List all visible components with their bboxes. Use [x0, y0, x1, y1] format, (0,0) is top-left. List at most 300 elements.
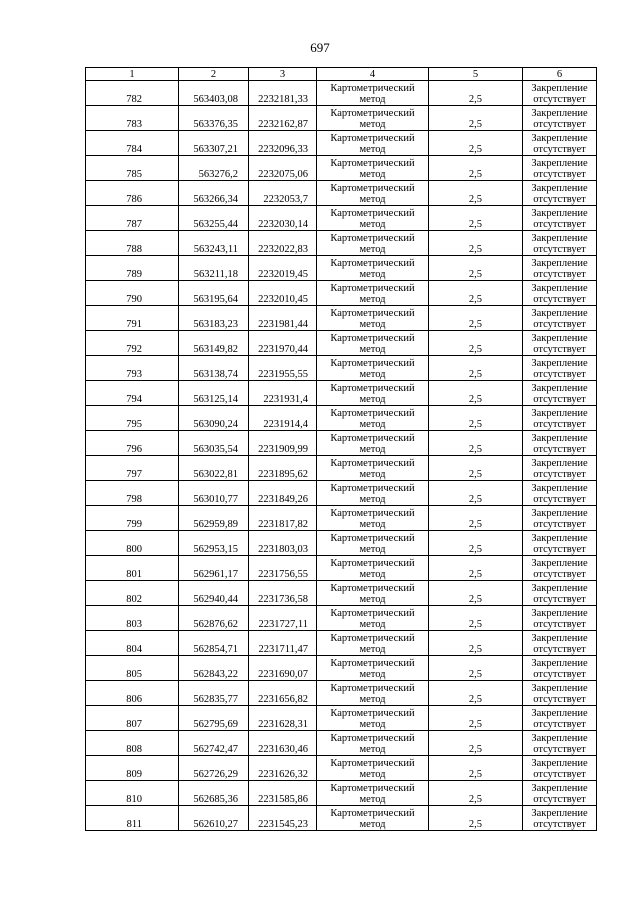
- method-cell: [317, 406, 429, 431]
- method-cell-line: Картометрический: [330, 633, 415, 644]
- fixing-cell-line: отсутствует: [533, 294, 586, 305]
- accuracy-value: 2,5: [429, 631, 523, 656]
- method-cell-line: метод: [359, 169, 386, 180]
- coordinate-x: 562835,77: [179, 681, 249, 706]
- point-number: 788: [86, 231, 179, 256]
- fixing-cell: [523, 706, 597, 731]
- fixing-cell-line: отсутствует: [533, 669, 586, 680]
- fixing-cell-line: Закрепление: [531, 308, 588, 319]
- accuracy-value: 2,5: [429, 256, 523, 281]
- coordinate-y: 2231756,55: [249, 556, 317, 581]
- fixing-cell-line: Закрепление: [531, 508, 588, 519]
- method-cell-line: Картометрический: [330, 808, 415, 819]
- point-number: 797: [86, 456, 179, 481]
- accuracy-value: 2,5: [429, 806, 523, 831]
- table-row: [86, 81, 597, 106]
- fixing-cell-line: отсутствует: [533, 194, 586, 205]
- column-header: 1: [86, 68, 179, 81]
- fixing-cell: [523, 581, 597, 606]
- table-row: [86, 806, 597, 831]
- method-cell-line: метод: [359, 744, 386, 755]
- method-cell-line: метод: [359, 294, 386, 305]
- method-cell: [317, 381, 429, 406]
- coordinate-y: 2231727,11: [249, 606, 317, 631]
- method-cell-line: Картометрический: [330, 158, 415, 169]
- table-row: [86, 706, 597, 731]
- column-header: 6: [523, 68, 597, 81]
- accuracy-value: 2,5: [429, 81, 523, 106]
- method-cell-line: метод: [359, 694, 386, 705]
- method-cell-line: метод: [359, 94, 386, 105]
- method-cell: [317, 606, 429, 631]
- method-cell: [317, 131, 429, 156]
- fixing-cell: [523, 731, 597, 756]
- method-cell: [317, 256, 429, 281]
- method-cell-line: Картометрический: [330, 283, 415, 294]
- table-row: [86, 431, 597, 456]
- coordinates-table: [85, 67, 597, 831]
- fixing-cell-line: Закрепление: [531, 383, 588, 394]
- fixing-cell: [523, 281, 597, 306]
- fixing-cell-line: Закрепление: [531, 583, 588, 594]
- coordinate-y: 2231817,82: [249, 506, 317, 531]
- fixing-cell-line: отсутствует: [533, 244, 586, 255]
- method-cell-line: Картометрический: [330, 333, 415, 344]
- method-cell-line: метод: [359, 494, 386, 505]
- fixing-cell-line: отсутствует: [533, 344, 586, 355]
- fixing-cell-line: отсутствует: [533, 469, 586, 480]
- accuracy-value: 2,5: [429, 706, 523, 731]
- coordinate-y: 2232162,87: [249, 106, 317, 131]
- fixing-cell: [523, 231, 597, 256]
- coordinate-y: 2232181,33: [249, 81, 317, 106]
- point-number: 792: [86, 331, 179, 356]
- coordinate-y: 2231585,86: [249, 781, 317, 806]
- accuracy-value: 2,5: [429, 106, 523, 131]
- method-cell-line: метод: [359, 219, 386, 230]
- method-cell-line: метод: [359, 544, 386, 555]
- accuracy-value: 2,5: [429, 456, 523, 481]
- table-row: [86, 556, 597, 581]
- fixing-cell-line: Закрепление: [531, 233, 588, 244]
- coordinate-y: 2231909,99: [249, 431, 317, 456]
- method-cell-line: метод: [359, 794, 386, 805]
- fixing-cell-line: Закрепление: [531, 208, 588, 219]
- table-row: [86, 631, 597, 656]
- method-cell-line: метод: [359, 569, 386, 580]
- point-number: 791: [86, 306, 179, 331]
- table-row: [86, 606, 597, 631]
- accuracy-value: 2,5: [429, 481, 523, 506]
- accuracy-value: 2,5: [429, 331, 523, 356]
- method-cell-line: Картометрический: [330, 308, 415, 319]
- method-cell-line: Картометрический: [330, 433, 415, 444]
- method-cell-line: Картометрический: [330, 83, 415, 94]
- method-cell: [317, 306, 429, 331]
- coordinate-y: 2231711,47: [249, 631, 317, 656]
- fixing-cell-line: отсутствует: [533, 644, 586, 655]
- column-header: 2: [179, 68, 249, 81]
- point-number: 807: [86, 706, 179, 731]
- fixing-cell: [523, 181, 597, 206]
- point-number: 790: [86, 281, 179, 306]
- point-number: 794: [86, 381, 179, 406]
- accuracy-value: 2,5: [429, 181, 523, 206]
- table-row: [86, 531, 597, 556]
- table-row: [86, 656, 597, 681]
- fixing-cell-line: отсутствует: [533, 819, 586, 830]
- coordinate-y: 2231895,62: [249, 456, 317, 481]
- fixing-cell-line: Закрепление: [531, 458, 588, 469]
- method-cell-line: метод: [359, 144, 386, 155]
- coordinate-x: 563090,24: [179, 406, 249, 431]
- coordinate-y: 2231628,31: [249, 706, 317, 731]
- fixing-cell: [523, 631, 597, 656]
- accuracy-value: 2,5: [429, 581, 523, 606]
- table-row: [86, 781, 597, 806]
- point-number: 786: [86, 181, 179, 206]
- table-row: [86, 681, 597, 706]
- coordinate-y: 2231690,07: [249, 656, 317, 681]
- accuracy-value: 2,5: [429, 206, 523, 231]
- method-cell-line: метод: [359, 819, 386, 830]
- fixing-cell-line: Закрепление: [531, 158, 588, 169]
- coordinate-y: 2231931,4: [249, 381, 317, 406]
- fixing-cell-line: отсутствует: [533, 394, 586, 405]
- accuracy-value: 2,5: [429, 281, 523, 306]
- method-cell-line: Картометрический: [330, 358, 415, 369]
- method-cell-line: метод: [359, 519, 386, 530]
- point-number: 799: [86, 506, 179, 531]
- coordinate-x: 562795,69: [179, 706, 249, 731]
- coordinate-x: 563138,74: [179, 356, 249, 381]
- table-header-row: [86, 68, 597, 81]
- table-row: [86, 731, 597, 756]
- point-number: 784: [86, 131, 179, 156]
- fixing-cell: [523, 81, 597, 106]
- fixing-cell-line: Закрепление: [531, 733, 588, 744]
- method-cell: [317, 331, 429, 356]
- fixing-cell: [523, 806, 597, 831]
- table-row: [86, 481, 597, 506]
- fixing-cell-line: Закрепление: [531, 183, 588, 194]
- point-number: 808: [86, 731, 179, 756]
- fixing-cell: [523, 556, 597, 581]
- coordinate-y: 2232019,45: [249, 256, 317, 281]
- coordinate-x: 563403,08: [179, 81, 249, 106]
- fixing-cell: [523, 406, 597, 431]
- accuracy-value: 2,5: [429, 656, 523, 681]
- coordinate-x: 563022,81: [179, 456, 249, 481]
- method-cell-line: Картометрический: [330, 183, 415, 194]
- accuracy-value: 2,5: [429, 606, 523, 631]
- method-cell-line: метод: [359, 619, 386, 630]
- table-row: [86, 381, 597, 406]
- method-cell-line: метод: [359, 269, 386, 280]
- method-cell-line: Картометрический: [330, 133, 415, 144]
- table-row: [86, 331, 597, 356]
- fixing-cell-line: Закрепление: [531, 608, 588, 619]
- method-cell-line: метод: [359, 244, 386, 255]
- coordinate-x: 563243,11: [179, 231, 249, 256]
- fixing-cell: [523, 481, 597, 506]
- coordinate-x: 562843,22: [179, 656, 249, 681]
- table-row: [86, 506, 597, 531]
- point-number: 785: [86, 156, 179, 181]
- fixing-cell: [523, 156, 597, 181]
- page-number: 697: [310, 40, 330, 55]
- fixing-cell-line: Закрепление: [531, 83, 588, 94]
- fixing-cell-line: Закрепление: [531, 108, 588, 119]
- table-row: [86, 256, 597, 281]
- table-row: [86, 131, 597, 156]
- point-number: 811: [86, 806, 179, 831]
- method-cell-line: Картометрический: [330, 383, 415, 394]
- fixing-cell-line: отсутствует: [533, 269, 586, 280]
- method-cell-line: Картометрический: [330, 608, 415, 619]
- fixing-cell-line: Закрепление: [531, 483, 588, 494]
- coordinate-x: 562940,44: [179, 581, 249, 606]
- method-cell-line: метод: [359, 769, 386, 780]
- table-row: [86, 581, 597, 606]
- fixing-cell-line: отсутствует: [533, 94, 586, 105]
- fixing-cell: [523, 756, 597, 781]
- table-row: [86, 181, 597, 206]
- fixing-cell-line: отсутствует: [533, 119, 586, 130]
- coordinate-x: 563211,18: [179, 256, 249, 281]
- method-cell: [317, 681, 429, 706]
- method-cell-line: Картометрический: [330, 583, 415, 594]
- fixing-cell-line: Закрепление: [531, 433, 588, 444]
- fixing-cell: [523, 206, 597, 231]
- table-row: [86, 406, 597, 431]
- coordinate-x: 563010,77: [179, 481, 249, 506]
- method-cell: [317, 631, 429, 656]
- coordinate-y: 2231981,44: [249, 306, 317, 331]
- accuracy-value: 2,5: [429, 681, 523, 706]
- coordinate-x: 563266,34: [179, 181, 249, 206]
- fixing-cell: [523, 106, 597, 131]
- accuracy-value: 2,5: [429, 406, 523, 431]
- fixing-cell-line: Закрепление: [531, 283, 588, 294]
- method-cell: [317, 806, 429, 831]
- method-cell-line: метод: [359, 319, 386, 330]
- point-number: 809: [86, 756, 179, 781]
- coordinate-y: 2232030,14: [249, 206, 317, 231]
- method-cell-line: метод: [359, 669, 386, 680]
- point-number: 796: [86, 431, 179, 456]
- fixing-cell-line: отсутствует: [533, 719, 586, 730]
- coordinate-x: 562854,71: [179, 631, 249, 656]
- point-number: 783: [86, 106, 179, 131]
- method-cell-line: метод: [359, 594, 386, 605]
- fixing-cell: [523, 256, 597, 281]
- method-cell-line: Картометрический: [330, 708, 415, 719]
- method-cell: [317, 206, 429, 231]
- fixing-cell-line: Закрепление: [531, 658, 588, 669]
- coordinate-y: 2231955,55: [249, 356, 317, 381]
- coordinate-x: 562953,15: [179, 531, 249, 556]
- method-cell: [317, 81, 429, 106]
- table-row: [86, 106, 597, 131]
- point-number: 810: [86, 781, 179, 806]
- method-cell-line: метод: [359, 644, 386, 655]
- table-row: [86, 756, 597, 781]
- method-cell-line: Картометрический: [330, 683, 415, 694]
- method-cell: [317, 156, 429, 181]
- fixing-cell-line: Закрепление: [531, 808, 588, 819]
- coordinate-x: 563276,2: [179, 156, 249, 181]
- coordinate-y: 2232075,06: [249, 156, 317, 181]
- fixing-cell: [523, 331, 597, 356]
- method-cell: [317, 781, 429, 806]
- method-cell-line: Картометрический: [330, 658, 415, 669]
- method-cell-line: Картометрический: [330, 483, 415, 494]
- fixing-cell-line: Закрепление: [531, 758, 588, 769]
- point-number: 800: [86, 531, 179, 556]
- point-number: 789: [86, 256, 179, 281]
- coordinate-y: 2231736,58: [249, 581, 317, 606]
- fixing-cell-line: отсутствует: [533, 319, 586, 330]
- table-row: [86, 156, 597, 181]
- fixing-cell-line: Закрепление: [531, 408, 588, 419]
- point-number: 803: [86, 606, 179, 631]
- method-cell-line: Картометрический: [330, 533, 415, 544]
- table-row: [86, 206, 597, 231]
- method-cell-line: Картометрический: [330, 508, 415, 519]
- method-cell: [317, 356, 429, 381]
- fixing-cell: [523, 531, 597, 556]
- coordinate-x: 562961,17: [179, 556, 249, 581]
- fixing-cell: [523, 681, 597, 706]
- coordinate-x: 563307,21: [179, 131, 249, 156]
- method-cell: [317, 431, 429, 456]
- fixing-cell-line: отсутствует: [533, 594, 586, 605]
- fixing-cell-line: Закрепление: [531, 558, 588, 569]
- coordinate-x: 563255,44: [179, 206, 249, 231]
- point-number: 805: [86, 656, 179, 681]
- accuracy-value: 2,5: [429, 156, 523, 181]
- fixing-cell-line: отсутствует: [533, 369, 586, 380]
- table-row: [86, 356, 597, 381]
- coordinate-x: 563376,35: [179, 106, 249, 131]
- fixing-cell-line: отсутствует: [533, 519, 586, 530]
- coordinate-x: 562685,36: [179, 781, 249, 806]
- method-cell: [317, 506, 429, 531]
- method-cell-line: Картометрический: [330, 458, 415, 469]
- method-cell-line: метод: [359, 344, 386, 355]
- coordinate-y: 2231630,46: [249, 731, 317, 756]
- column-header: 5: [429, 68, 523, 81]
- fixing-cell-line: отсутствует: [533, 794, 586, 805]
- fixing-cell-line: отсутствует: [533, 694, 586, 705]
- fixing-cell-line: отсутствует: [533, 544, 586, 555]
- accuracy-value: 2,5: [429, 756, 523, 781]
- point-number: 782: [86, 81, 179, 106]
- fixing-cell-line: отсутствует: [533, 219, 586, 230]
- coordinate-x: 562610,27: [179, 806, 249, 831]
- method-cell-line: Картометрический: [330, 233, 415, 244]
- method-cell-line: метод: [359, 419, 386, 430]
- point-number: 793: [86, 356, 179, 381]
- coordinate-x: 562876,62: [179, 606, 249, 631]
- accuracy-value: 2,5: [429, 306, 523, 331]
- method-cell: [317, 106, 429, 131]
- fixing-cell-line: отсутствует: [533, 419, 586, 430]
- coordinate-x: 562742,47: [179, 731, 249, 756]
- method-cell-line: метод: [359, 469, 386, 480]
- coordinate-x: 562726,29: [179, 756, 249, 781]
- fixing-cell-line: отсутствует: [533, 169, 586, 180]
- method-cell-line: Картометрический: [330, 558, 415, 569]
- table-row: [86, 281, 597, 306]
- method-cell: [317, 756, 429, 781]
- method-cell: [317, 181, 429, 206]
- point-number: 801: [86, 556, 179, 581]
- fixing-cell: [523, 306, 597, 331]
- method-cell: [317, 281, 429, 306]
- coordinate-y: 2231803,03: [249, 531, 317, 556]
- coordinate-y: 2231970,44: [249, 331, 317, 356]
- method-cell: [317, 581, 429, 606]
- fixing-cell-line: отсутствует: [533, 744, 586, 755]
- method-cell: [317, 231, 429, 256]
- coordinate-y: 2232022,83: [249, 231, 317, 256]
- fixing-cell-line: отсутствует: [533, 144, 586, 155]
- accuracy-value: 2,5: [429, 356, 523, 381]
- fixing-cell-line: Закрепление: [531, 333, 588, 344]
- table-row: [86, 306, 597, 331]
- fixing-cell: [523, 381, 597, 406]
- coordinate-y: 2231626,32: [249, 756, 317, 781]
- fixing-cell-line: отсутствует: [533, 569, 586, 580]
- method-cell-line: Картометрический: [330, 758, 415, 769]
- fixing-cell: [523, 656, 597, 681]
- coordinate-y: 2231545,23: [249, 806, 317, 831]
- accuracy-value: 2,5: [429, 381, 523, 406]
- method-cell-line: Картометрический: [330, 208, 415, 219]
- coordinate-x: 563035,54: [179, 431, 249, 456]
- point-number: 804: [86, 631, 179, 656]
- method-cell-line: метод: [359, 194, 386, 205]
- coordinate-y: 2232010,45: [249, 281, 317, 306]
- coordinate-x: 563149,82: [179, 331, 249, 356]
- method-cell-line: Картометрический: [330, 733, 415, 744]
- column-header: 4: [317, 68, 429, 81]
- column-header: 3: [249, 68, 317, 81]
- fixing-cell-line: Закрепление: [531, 683, 588, 694]
- coordinate-x: 563183,23: [179, 306, 249, 331]
- method-cell-line: метод: [359, 119, 386, 130]
- coordinate-x: 562959,89: [179, 506, 249, 531]
- method-cell: [317, 706, 429, 731]
- method-cell: [317, 456, 429, 481]
- method-cell: [317, 481, 429, 506]
- coordinate-y: 2231656,82: [249, 681, 317, 706]
- fixing-cell-line: Закрепление: [531, 258, 588, 269]
- method-cell-line: Картометрический: [330, 108, 415, 119]
- accuracy-value: 2,5: [429, 731, 523, 756]
- fixing-cell-line: Закрепление: [531, 783, 588, 794]
- fixing-cell-line: отсутствует: [533, 769, 586, 780]
- accuracy-value: 2,5: [429, 431, 523, 456]
- accuracy-value: 2,5: [429, 131, 523, 156]
- accuracy-value: 2,5: [429, 506, 523, 531]
- fixing-cell: [523, 606, 597, 631]
- coordinate-y: 2231849,26: [249, 481, 317, 506]
- method-cell: [317, 556, 429, 581]
- fixing-cell: [523, 131, 597, 156]
